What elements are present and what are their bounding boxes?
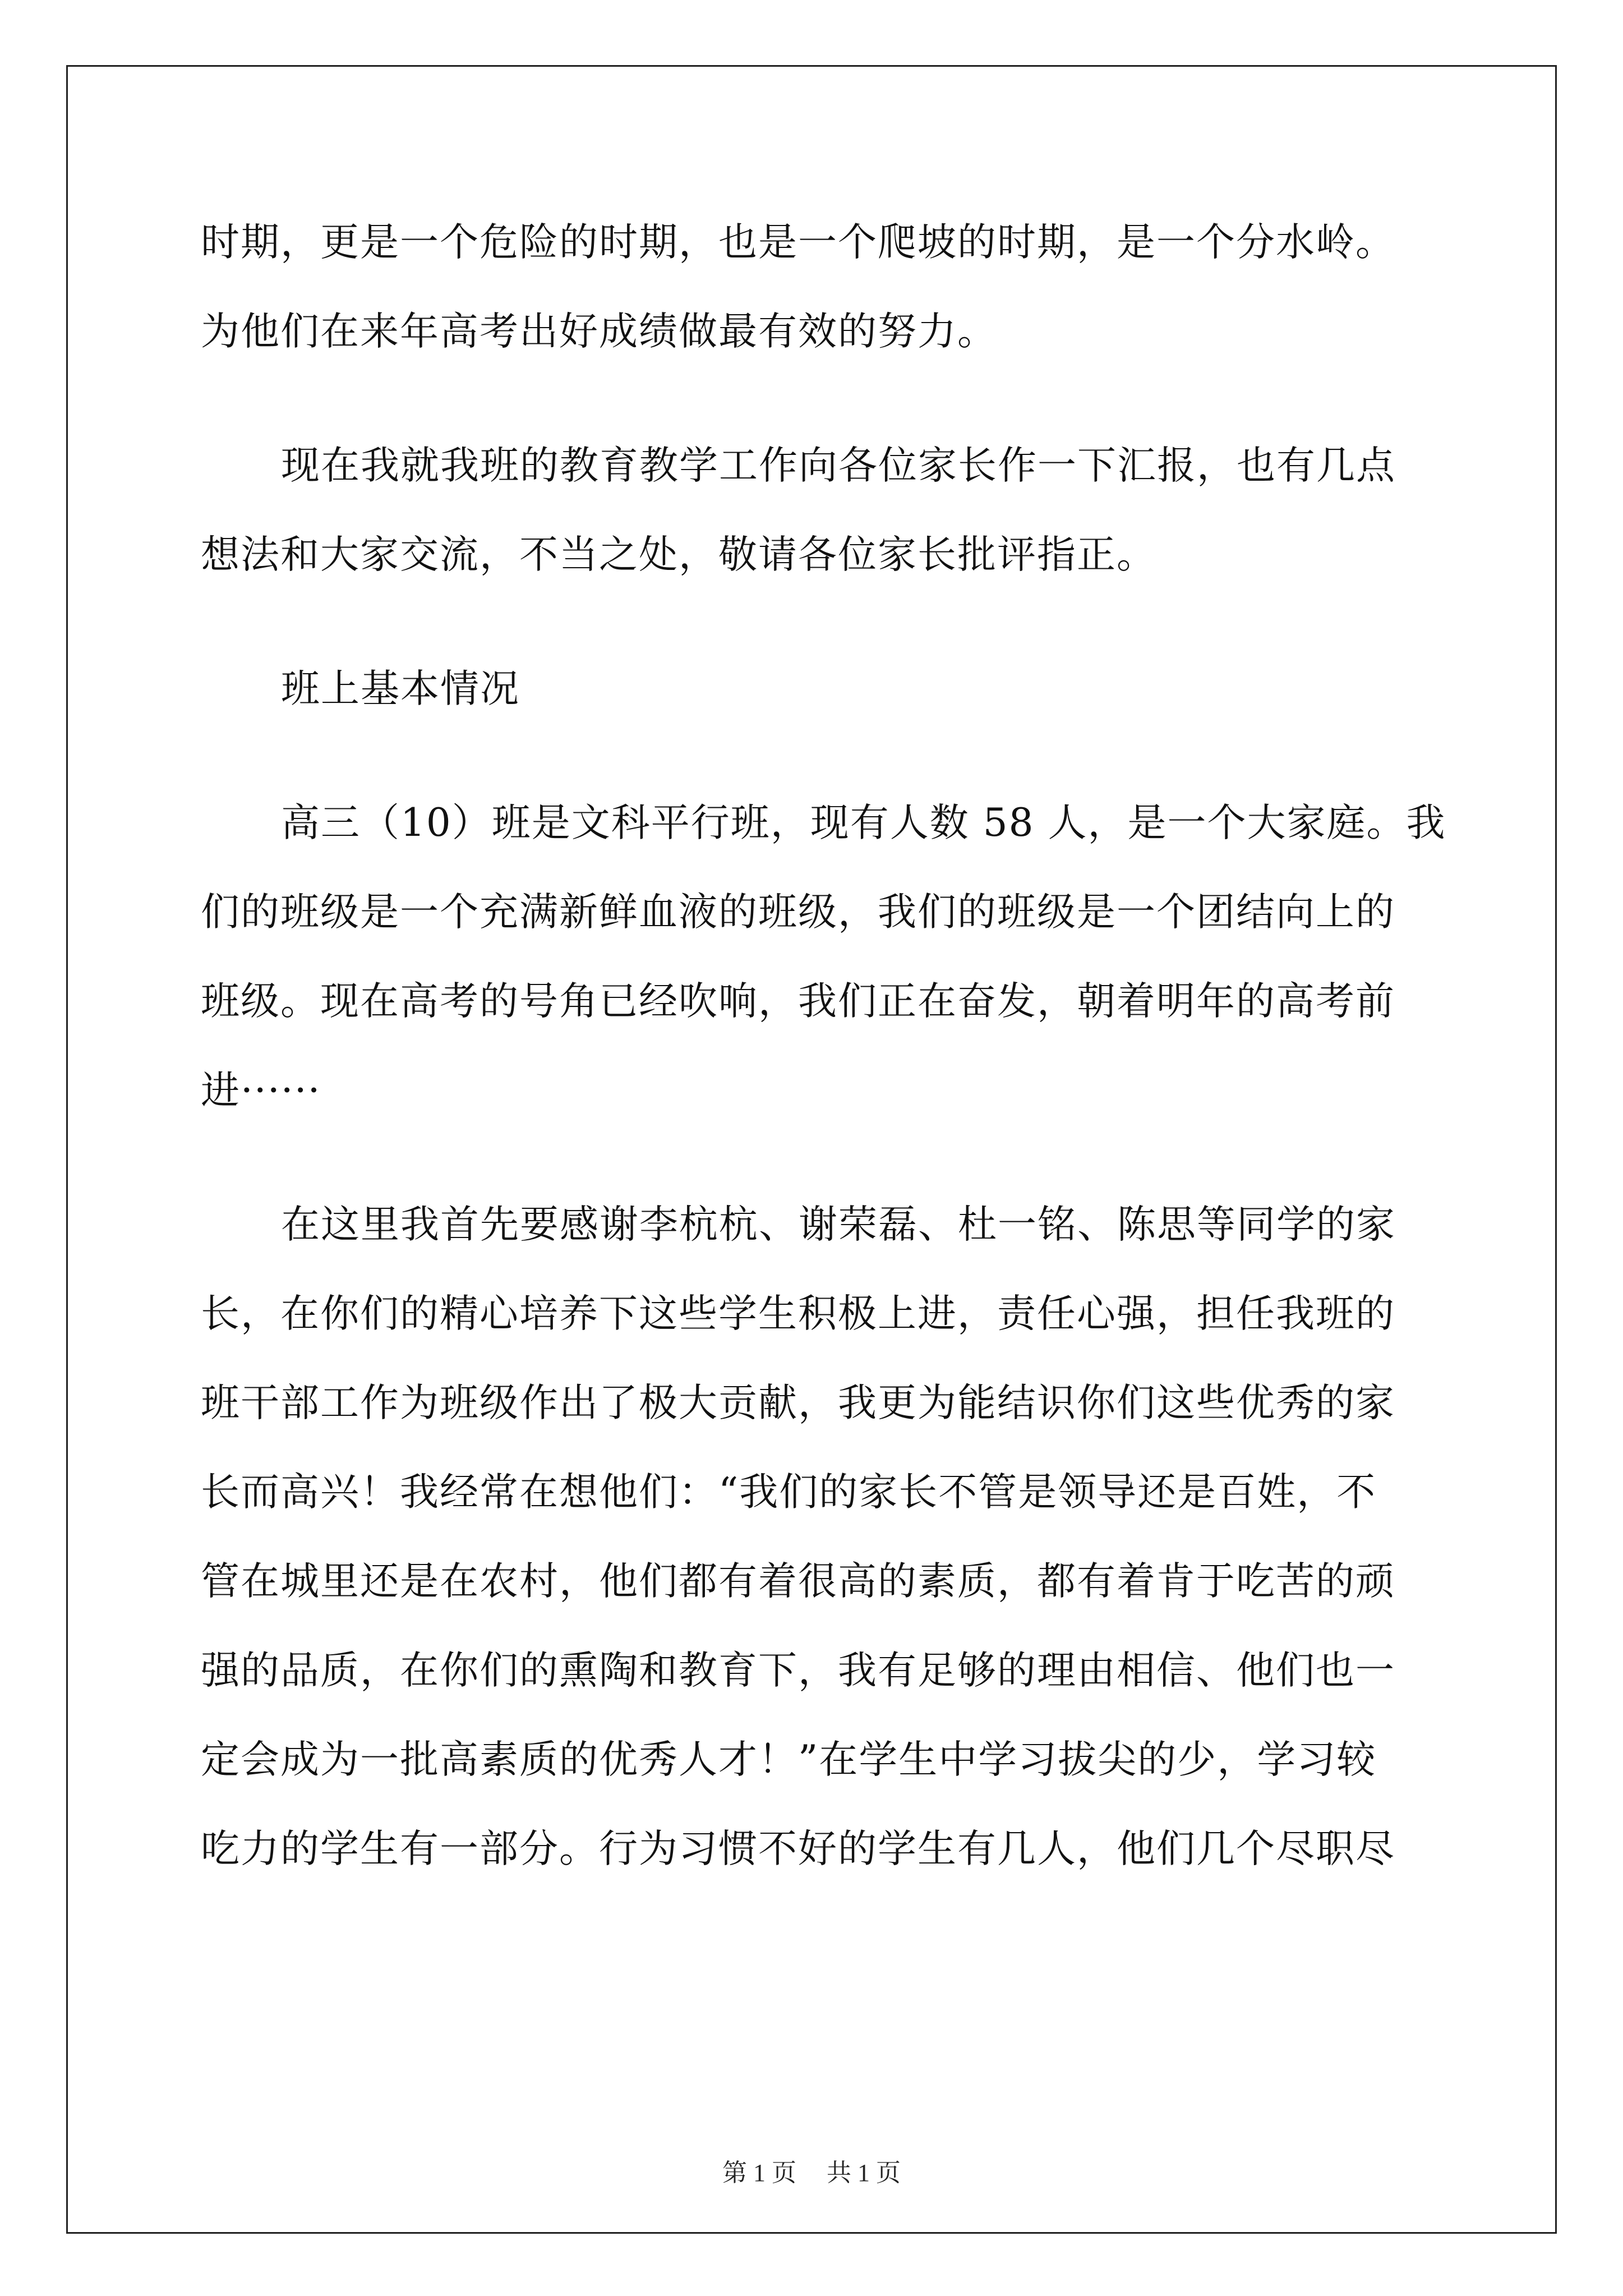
text-line: 在这里我首先要感谢李杭杭、谢荣磊、杜一铭、陈思等同学的家	[281, 1202, 1396, 1247]
text-line: 吃力的学生有一部分。行为习惯不好的学生有几人，他们几个尽职尽	[201, 1826, 1395, 1871]
text-line: 管在城里还是在农村，他们都有着很高的素质，都有着肯于吃苦的顽	[201, 1559, 1395, 1604]
text-line: 长而高兴！我经常在想他们：“我们的家长不管是领导还是百姓，不	[201, 1470, 1377, 1515]
text-line: 为他们在来年高考出好成绩做最有效的努力。	[201, 309, 997, 354]
page-border	[66, 65, 1557, 2234]
text-line: 们的班级是一个充满新鲜血液的班级，我们的班级是一个团结向上的	[201, 890, 1395, 935]
text-line: 定会成为一批高素质的优秀人才！”在学生中学习拔尖的少，学习较	[201, 1737, 1377, 1782]
text-line: 班级。现在高考的号角已经吹响，我们正在奋发，朝着明年的高考前	[201, 979, 1395, 1024]
text-line: 长，在你们的精心培养下这些学生积极上进，责任心强，担任我班的	[201, 1291, 1395, 1336]
text-line: 想法和大家交流，不当之处，敬请各位家长批评指正。	[201, 532, 1156, 577]
page-footer	[0, 2156, 1623, 2190]
text-line: 高三（10）班是文科平行班，现有人数 58 人，是一个大家庭。我	[281, 800, 1446, 845]
section-heading: 班上基本情况	[281, 666, 520, 711]
text-line: 班干部工作为班级作出了极大贡献，我更为能结识你们这些优秀的家	[201, 1381, 1395, 1425]
text-line: 强的品质，在你们的熏陶和教育下，我有足够的理由相信、他们也一	[201, 1648, 1395, 1693]
text-line: 进······	[201, 1068, 321, 1113]
text-line: 现在我就我班的教育教学工作向各位家长作一下汇报，也有几点	[281, 443, 1396, 488]
page-total: 共 1 页	[827, 2159, 901, 2187]
page-number: 第 1 页	[722, 2159, 796, 2187]
text-line: 时期，更是一个危险的时期，也是一个爬坡的时期，是一个分水岭。	[201, 220, 1395, 265]
